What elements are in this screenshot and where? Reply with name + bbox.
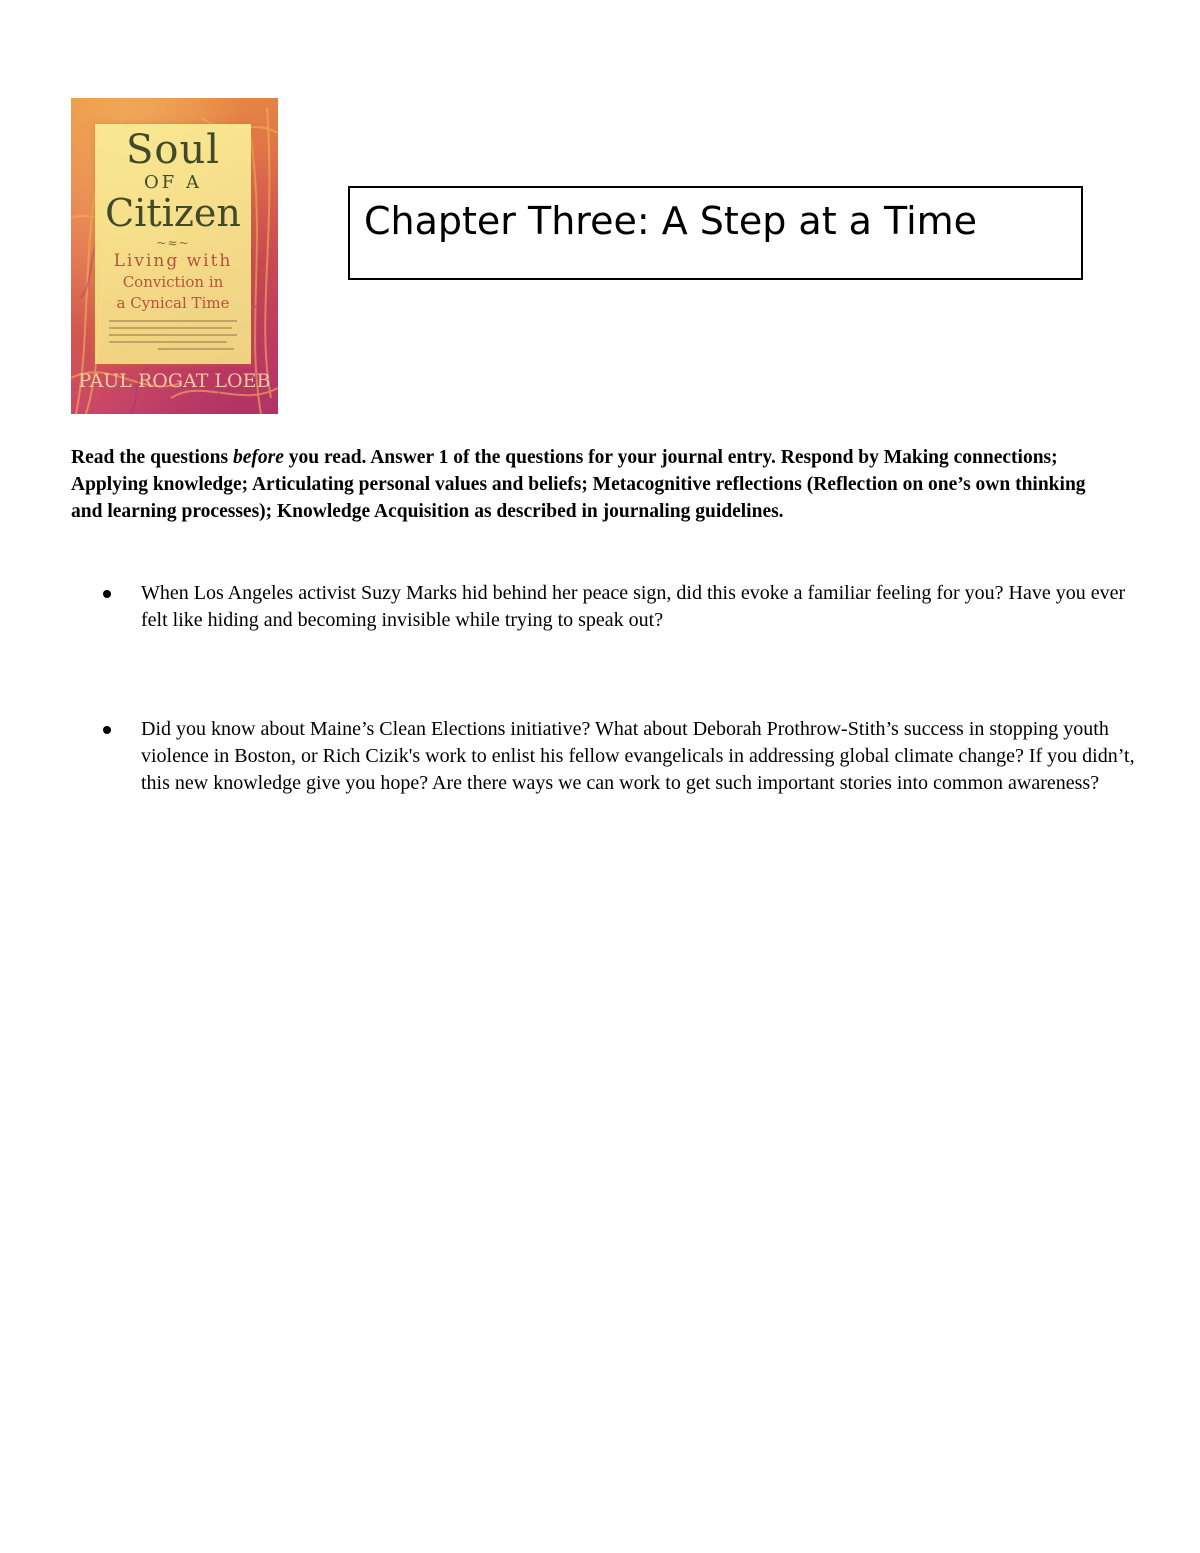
cover-title-of-a: OF A xyxy=(144,172,202,193)
instructions-part-2: you read. Answer 1 of the questions for your journal entry. Respond by Making connections; Applying knowledge; Articulating personal values and beliefs; Metacognitive reflections (Reflection on one’s own thinking and learning processes); Knowledge Acquisition as described in journaling guidelines. xyxy=(71,447,1086,522)
cover-subtitle-line-3: a Cynical Time xyxy=(116,294,230,312)
question-text: When Los Angeles activist Suzy Marks hid behind her peace sign, did this evoke a familiar feeling for you? Have you ever felt like hiding and becoming invisible while trying to speak out? xyxy=(141,582,1126,631)
cover-subtitle-line-2: Conviction in xyxy=(122,273,224,291)
question-text: Did you know about Maine’s Clean Elections initiative? What about Deborah Prothrow-Stith’s success in stopping youth violence in Boston, or Rich Cizik's work to enlist his fellow evangelicals in addressing global climate change? If you didn’t, this new knowledge give you hope? Are there ways we can work to get such important stories into common awareness? xyxy=(141,718,1135,794)
cover-title-soul: Soul xyxy=(125,127,221,173)
instructions-part-1: Read the questions xyxy=(71,447,233,468)
bullet-icon xyxy=(103,726,111,734)
book-cover-image xyxy=(71,98,278,414)
bullet-icon xyxy=(103,590,111,598)
chapter-title: Chapter Three: A Step at a Time xyxy=(364,199,978,243)
cover-blurb-lines xyxy=(109,320,237,355)
chapter-title-box xyxy=(348,186,1083,280)
cover-author: PAUL ROGAT LOEB xyxy=(78,370,271,392)
instructions-paragraph xyxy=(71,444,1091,525)
flourish-ornament-icon: ~≈~ xyxy=(156,236,190,250)
cover-subtitle-line-1: Living with xyxy=(113,251,233,271)
instructions-emphasis: before xyxy=(232,447,284,468)
cover-title-citizen: Citizen xyxy=(105,191,241,235)
cover-title-panel xyxy=(95,124,251,364)
